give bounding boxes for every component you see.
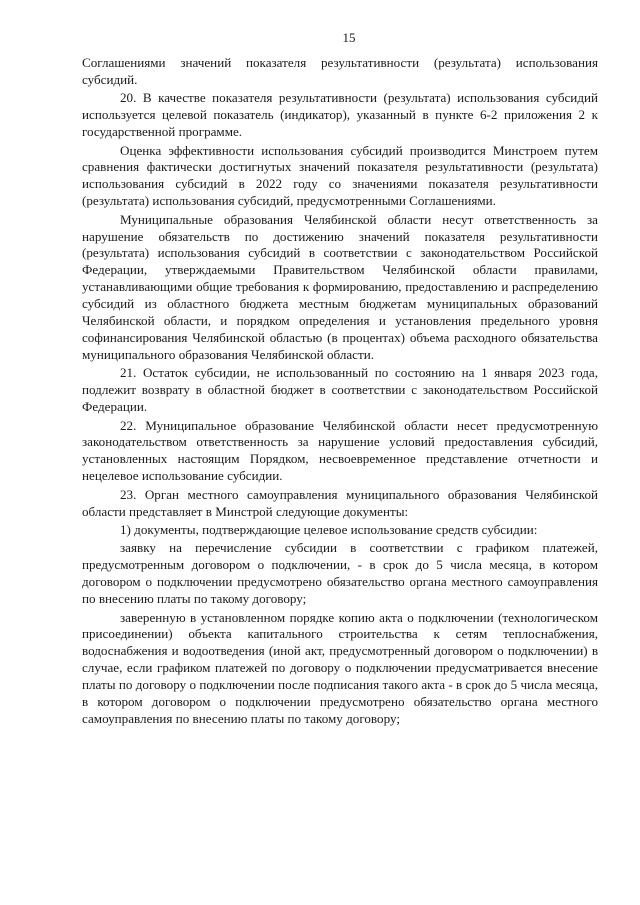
paragraph-item-22: 22. Муниципальное образование Челябинской области несет предусмотренную законодательством ответственность за нарушение условий предоставления субсидий, установленных настоящим Порядком, несвоевременное представление отчетности и нецелевое использование субсидии. <box>82 417 598 484</box>
paragraph-subitem-1: 1) документы, подтверждающие целевое использование средств субсидии: <box>120 521 538 537</box>
paragraph-item-23: 23. Орган местного самоуправления муниципального образования Челябинской области представляет в Минстрой следующие документы: <box>82 486 598 519</box>
paragraph-item-21: 21. Остаток субсидии, не использованный по состоянию на 1 января 2023 года, подлежит возврату в областной бюджет в соответствии с законодательством Российской Федерации. <box>82 365 598 415</box>
paragraph-item-20: 20. В качестве показателя результативности (результата) использования субсидий используется целевой показатель (индикатор), указанный в пункте 6-2 приложения 2 к государственной программе. <box>82 90 598 140</box>
paragraph-continuation: Соглашениями значений показателя результативности (результата) использования субсидий. <box>82 55 598 87</box>
paragraph-municipal-responsibility: Муниципальные образования Челябинской области несут ответственность за нарушение обязательств по достижению значений показателя результативности (результата) использования субсидий в соответствии с законодательством Российской Федерации, утверждаемыми Правительством Челябинской области правилами, устанавливающими общие требования к формированию, предоставлению и распределению субсидий из областного бюджета местным бюджетам муниципальных образований Челябинской области, и порядком определения и установления предельного уровня софинансирования Челябинской областью (в процентах) объема расходного обязательства муниципального образования Челябинской области. <box>82 211 598 362</box>
paragraph-efficiency-assessment: Оценка эффективности использования субсидий производится Минстроем путем сравнения фактически достигнутых значений показателя результативности (результата) использования субсидий в 2022 году со значениями показателя результативности (результата) использования субсидий, предусмотренными Соглашениями. <box>82 142 598 209</box>
paragraph-connection-act: заверенную в установленном порядке копию акта о подключении (технологическом присоединении) объекта капитального строительства к сетям теплоснабжения, водоснабжения и водоотведения (иной акт, предусмотренный договором о подключении) в случае, если графиком платежей по договору о подключении предусматривается внесение платы по договору о подключении после подписания такого акта - в срок до 5 числа месяца, в котором договором о подключении предусмотрено обязательство органа местного самоуправления по внесению платы по такому договору; <box>82 609 598 726</box>
paragraph-payment-request: заявку на перечисление субсидии в соответствии с графиком платежей, предусмотренным договором о подключении, - в срок до 5 числа месяца, в котором договором о подключении предусмотрено обязательство органа местного самоуправления по внесению платы по такому договору; <box>82 540 598 607</box>
page-number: 15 <box>342 30 356 45</box>
